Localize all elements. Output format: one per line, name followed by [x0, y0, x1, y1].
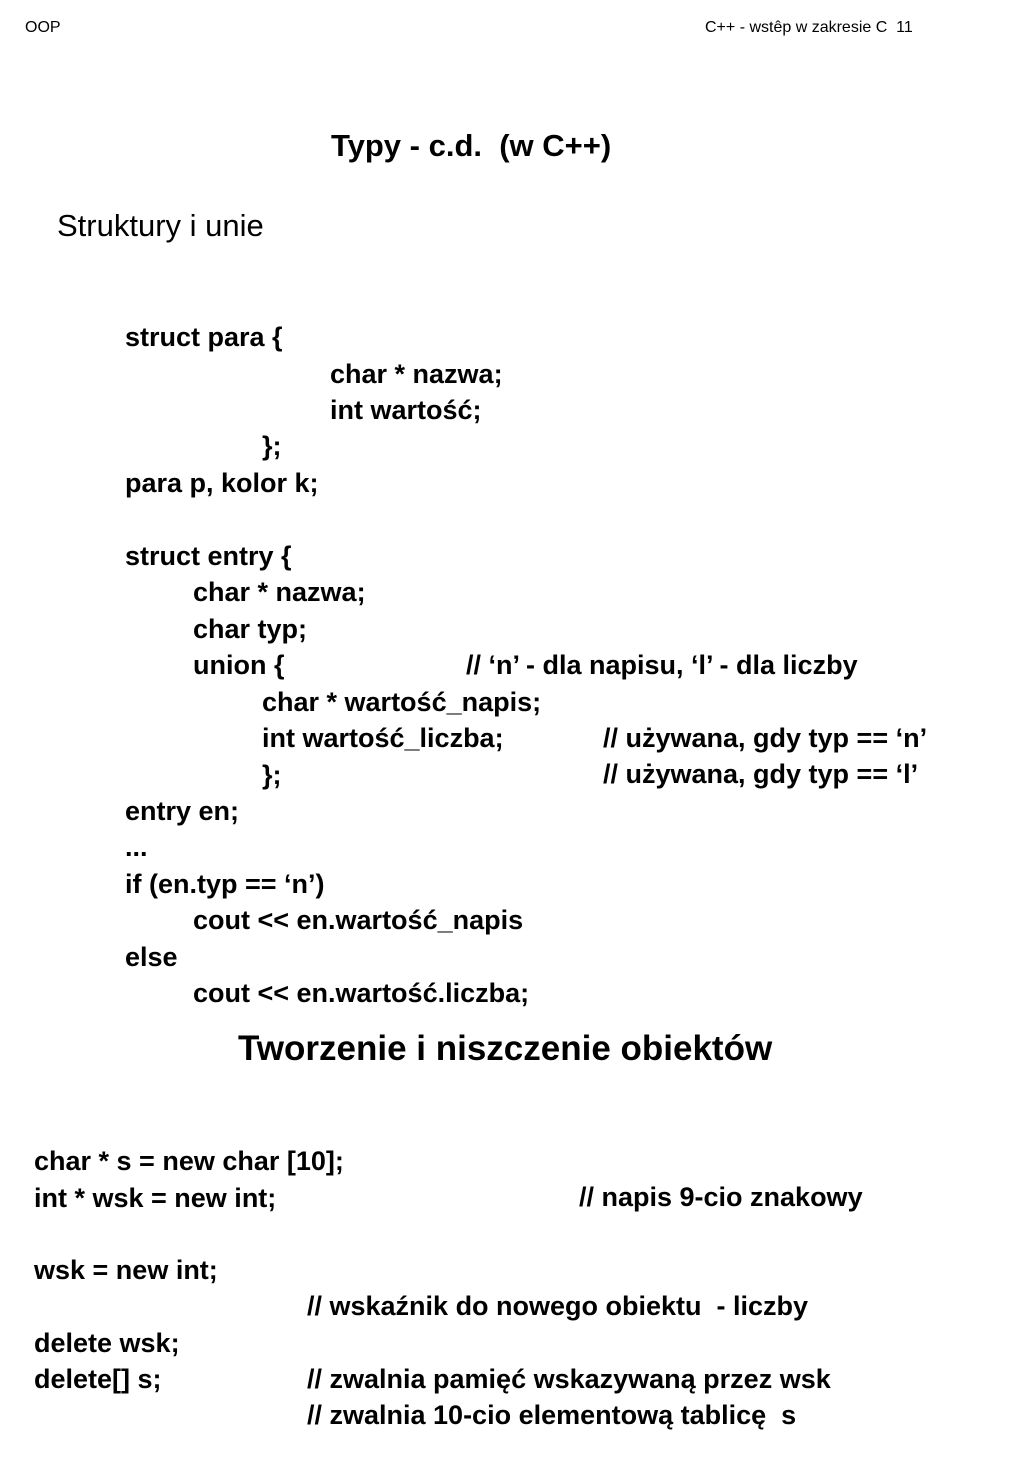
- code-text: char * nazwa;: [193, 577, 366, 607]
- code-text: int wartość_liczba;: [262, 723, 504, 753]
- code-comment: // używana, gdy typ == ‘n’: [603, 723, 928, 753]
- code-comment: // zwalnia pamięć wskazywaną przez wsk: [307, 1364, 831, 1394]
- code-text: cout << en.wartość.liczba;: [193, 978, 530, 1008]
- header-right-label: C++ - wstêp w zakresie C 11: [705, 19, 913, 36]
- section-title-objects: Tworzenie i niszczenie obiektów: [238, 1029, 773, 1068]
- code-text: char typ;: [193, 614, 308, 644]
- code-text: if (en.typ == ‘n’): [125, 869, 325, 899]
- subsection-title-structs-unions: Struktury i unie: [57, 208, 264, 243]
- code-text: struct entry {: [125, 541, 292, 571]
- code-text: int * wsk = new int;: [34, 1183, 277, 1213]
- code-text: wsk = new int;: [34, 1255, 218, 1285]
- code-text: char * nazwa;: [330, 359, 503, 389]
- code-comment: // ‘n’ - dla napisu, ‘l’ - dla liczby: [466, 650, 858, 680]
- code-comment: // używana, gdy typ == ‘l’: [603, 759, 919, 789]
- code-text: char * wartość_napis;: [262, 687, 542, 717]
- code-comment: // napis 9-cio znakowy: [579, 1182, 863, 1212]
- code-text: int wartość;: [330, 395, 482, 425]
- code-text: entry en;: [125, 796, 240, 826]
- code-text: cout << en.wartość_napis: [193, 905, 524, 935]
- code-text: };: [262, 760, 282, 790]
- header-left-label: OOP: [25, 19, 61, 36]
- code-comment: // zwalnia 10-cio elementową tablicę s: [307, 1400, 797, 1430]
- code-text: else: [125, 942, 178, 972]
- code-text: };: [262, 431, 282, 461]
- code-comment: // wskaźnik do nowego obiektu - liczby: [307, 1291, 809, 1321]
- code-text: delete[] s;: [34, 1364, 162, 1394]
- code-text: char * s = new char [10];: [34, 1146, 344, 1176]
- code-text: ...: [125, 832, 148, 862]
- code-text: union {: [193, 650, 285, 680]
- code-text: delete wsk;: [34, 1328, 180, 1358]
- code-text: struct para {: [125, 322, 283, 352]
- section-title-types: Typy - c.d. (w C++): [331, 128, 612, 163]
- code-text: para p, kolor k;: [125, 468, 319, 498]
